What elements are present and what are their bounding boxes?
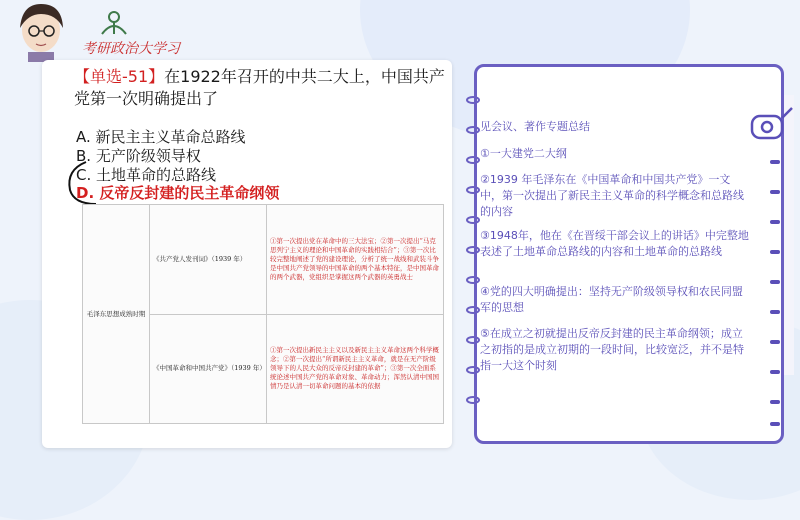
summary-item-3: ③1948年，他在《在晋绥干部会议上的讲话》中完整地表述了土地革命总路线的内容和土地革命的总路线 — [480, 229, 749, 258]
option-c[interactable]: C. 土地革命的总路线 — [76, 166, 217, 184]
question-body: 在1922年召开的中共二大上，中国共产党第一次明确提出了 — [74, 67, 445, 108]
question-text — [74, 66, 454, 110]
summary-item-2: ②1939 年毛泽东在《中国革命和中国共产党》一文中，第一次提出了新民主主义革命的科学概念和总路线的内容 — [480, 173, 744, 218]
logo-icon — [96, 8, 132, 36]
table-book-1: 《共产党人发刊词》（1939 年） — [150, 205, 267, 315]
table-note-1: ①第一次提出党在革命中的三大法宝；②第一次提出“马克思列宁主义的理论和中国革命的实践相结合”；③第一次比较完整地阐述了党的建设理论，分析了统一战线和武装斗争是中国共产党领导的中国革命的两个基本特征，是中国革命的两个武器，党组织是掌握这两个武器的英勇战士 — [267, 205, 444, 315]
summary-title: 见会议、著作专题总结 — [480, 120, 590, 133]
summary-item-5: ⑤在成立之初就提出反帝反封建的民主革命纲领；成立之初指的是成立初期的一段时间，比较宽泛，并不是特指一大这个时刻 — [480, 327, 744, 372]
right-edge-marks — [766, 160, 786, 430]
binder-clip-icon — [748, 104, 794, 142]
summary-item-1: ①一大建党二大纲 — [480, 147, 567, 160]
annotation-mark — [56, 160, 116, 210]
summary-item-4: ④党的四大明确提出：坚持无产阶级领导权和农民同盟军的思想 — [480, 285, 743, 314]
table-note-2: ①第一次提出新民主主义以及新民主主义革命这两个科学概念；②第一次提出“所谓新民主主义革命，就是在无产阶级领导下的人民大众的反帝反封建的革命”；③第一次全面系统论述中国共产党的革命对象、革命动力；浑然认清中国国情乃是认清一切革命问题的基本的依据 — [267, 314, 444, 424]
brand-name: 考研政治大学习 — [82, 41, 180, 57]
option-a[interactable]: A. 新民主主义革命总路线 — [76, 128, 246, 146]
option-b[interactable]: B. 无产阶级领导权 — [76, 147, 201, 165]
reference-table — [82, 204, 444, 424]
question-tag: 【单选-51】 — [74, 67, 165, 86]
option-d-answer[interactable]: D. 反帝反封建的民主革命纲领 — [76, 184, 280, 202]
table-book-2: 《中国革命和中国共产党》（1939 年） — [150, 314, 267, 424]
table-row-header: 毛泽东思想成熟时期 — [83, 205, 150, 424]
avatar — [8, 0, 74, 62]
